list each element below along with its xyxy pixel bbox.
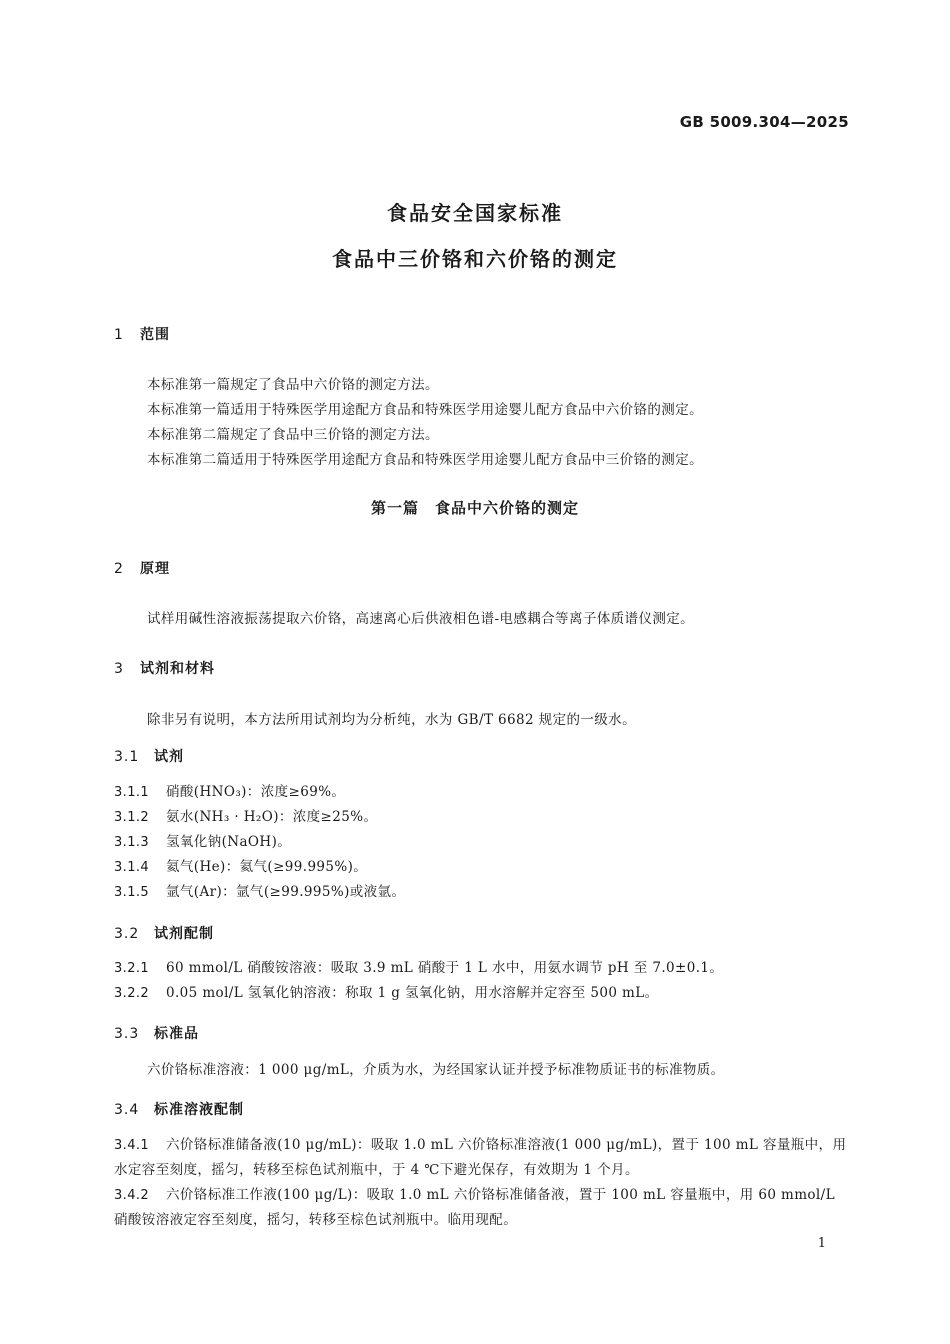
item-text: 六价铬标准工作液(100 μg/L)：吸取 1.0 mL 六价铬标准储备液，置于 100 mL 容量瓶中，用 60 mmol/L 硝酸铵溶液定容至刻度，摇匀，转移至棕色试剂瓶中。临用现配。: [114, 1187, 835, 1228]
section-number: 3.1: [114, 749, 140, 765]
section-title: 范围: [140, 327, 170, 343]
section-number: 1: [114, 327, 124, 343]
list-item: [114, 1133, 850, 1183]
section-title: 试剂和材料: [140, 661, 215, 677]
document-title-line2: 食品中三价铬和六价铬的测定: [332, 247, 618, 271]
subsection-heading-3-1: [114, 746, 184, 766]
item-number: 3.2.2: [114, 986, 150, 1001]
item-number: 3.1.1: [114, 785, 150, 800]
reagents-intro-paragraph: 除非另有说明，本方法所用试剂均为分析纯，水为 GB/T 6682 规定的一级水。: [147, 712, 636, 728]
item-text: 氩气(Ar)：氩气(≥99.995%)或液氩。: [166, 884, 406, 900]
list-item: [114, 880, 850, 905]
section-heading-1: [114, 324, 170, 344]
item-number: 3.2.1: [114, 961, 150, 976]
section-number: 3.4: [114, 1102, 140, 1118]
item-text: 硝酸(HNO₃)：浓度≥69%。: [166, 784, 346, 800]
scope-paragraph-4: 本标准第二篇适用于特殊医学用途配方食品和特殊医学用途婴儿配方食品中三价铬的测定。: [147, 452, 703, 468]
section-title: 标准品: [154, 1026, 199, 1042]
section-title: 标准溶液配制: [154, 1102, 244, 1118]
item-number: 3.1.2: [114, 810, 150, 825]
scope-paragraph-1: 本标准第一篇规定了食品中六价铬的测定方法。: [147, 377, 439, 393]
section-title: 原理: [140, 561, 170, 577]
standard-number: GB 5009.304—2025: [679, 113, 849, 131]
subsection-heading-3-2: [114, 923, 214, 943]
section-title: 试剂: [154, 749, 184, 765]
section-number: 3.2: [114, 926, 140, 942]
subsection-heading-3-4: [114, 1099, 244, 1119]
section-title: 试剂配制: [154, 926, 214, 942]
item-number: 3.1.4: [114, 860, 150, 875]
page-number: 1: [817, 1236, 826, 1251]
scope-paragraph-3: 本标准第二篇规定了食品中三价铬的测定方法。: [147, 427, 439, 443]
list-item: [114, 830, 850, 855]
list-item: [114, 805, 850, 830]
item-text: 六价铬标准储备液(10 μg/mL)：吸取 1.0 mL 六价铬标准溶液(1 000 μg/mL)，置于 100 mL 容量瓶中，用水定容至刻度，摇匀，转移至棕色试剂瓶中，于 4 ℃下避光保存，有效期为 1 个月。: [114, 1137, 847, 1178]
item-text: 0.05 mol/L 氢氧化钠溶液：称取 1 g 氢氧化钠，用水溶解并定容至 500 mL。: [166, 985, 659, 1001]
list-item: [114, 1183, 850, 1233]
item-number: 3.4.1: [114, 1138, 150, 1153]
section-heading-3: [114, 658, 215, 678]
list-item: [114, 956, 850, 981]
list-item: [114, 981, 850, 1006]
item-number: 3.1.5: [114, 885, 150, 900]
item-text: 60 mmol/L 硝酸铵溶液：吸取 3.9 mL 硝酸于 1 L 水中，用氨水调节 pH 至 7.0±0.1。: [166, 960, 724, 976]
list-item: [114, 855, 850, 880]
scope-paragraph-2: 本标准第一篇适用于特殊医学用途配方食品和特殊医学用途婴儿配方食品中六价铬的测定。: [147, 402, 703, 418]
list-item: [114, 780, 850, 805]
item-number: 3.1.3: [114, 835, 150, 850]
item-text: 氨水(NH₃ · H₂O)：浓度≥25%。: [166, 809, 378, 825]
principle-paragraph: 试样用碱性溶液振荡提取六价铬，高速离心后供液相色谱-电感耦合等离子体质谱仪测定。: [147, 611, 695, 627]
item-text: 氢氧化钠(NaOH)。: [166, 834, 292, 850]
section-number: 2: [114, 561, 124, 577]
part-heading: 第一篇 食品中六价铬的测定: [370, 499, 579, 517]
standard-material-paragraph: 六价铬标准溶液：1 000 μg/mL，介质为水，为经国家认证并授予标准物质证书的标准物质。: [147, 1062, 725, 1078]
section-heading-2: [114, 558, 170, 578]
item-text: 氦气(He)：氦气(≥99.995%)。: [166, 859, 368, 875]
subsection-heading-3-3: [114, 1023, 199, 1043]
section-number: 3: [114, 661, 124, 677]
document-title-line1: 食品安全国家标准: [387, 201, 563, 225]
item-number: 3.4.2: [114, 1188, 150, 1203]
section-number: 3.3: [114, 1026, 140, 1042]
